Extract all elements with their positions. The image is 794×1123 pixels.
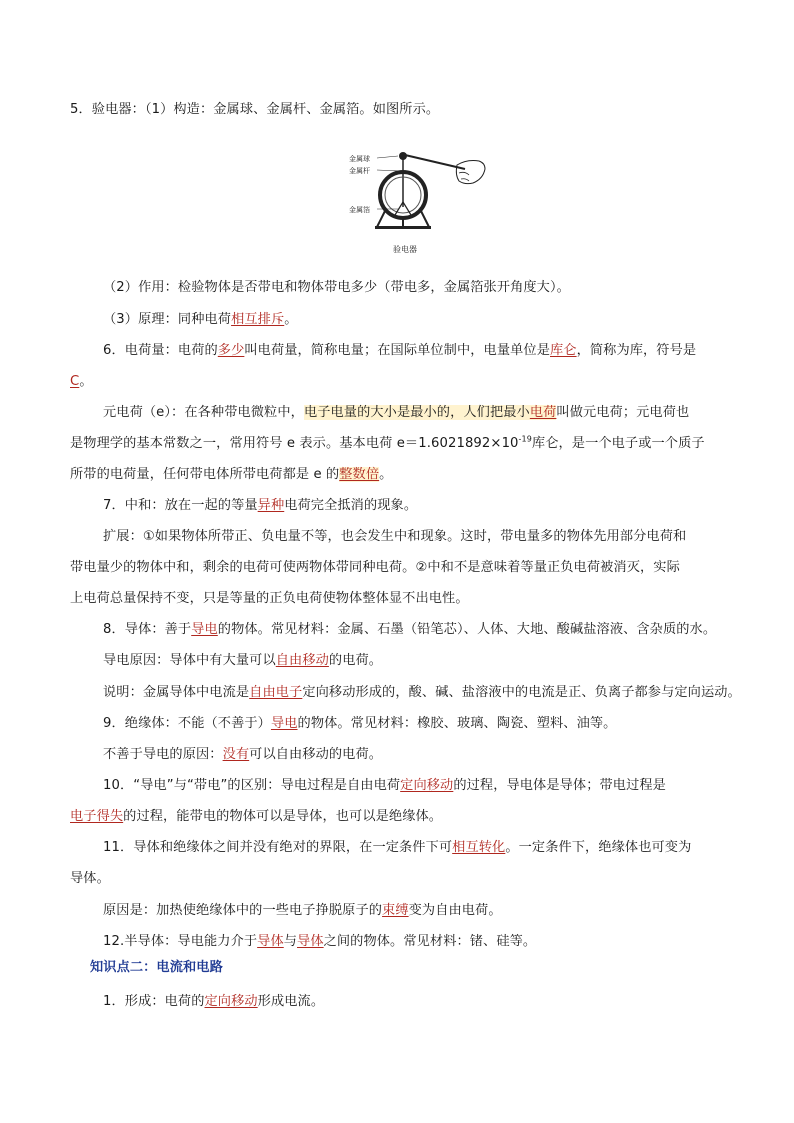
item-6-charge-cont: C。 bbox=[70, 374, 93, 389]
answer-blank: 异种 bbox=[257, 498, 285, 513]
answer-blank: 电子得失 bbox=[70, 809, 124, 824]
item-11-boundary: 11．导体和绝缘体之间并没有绝对的界限，在一定条件下可相互转化。一定条件下，绝缘体也可变为 bbox=[103, 840, 692, 855]
item-10-difference: 10．“导电”与“带电”的区别：导电过程是自由电荷定向移动的过程，导电体是导体；带电过程是 bbox=[103, 778, 666, 793]
item-11-reason: 原因是：加热使绝缘体中的一些电子挣脱原子的束缚变为自由电荷。 bbox=[103, 903, 502, 918]
item-5-function: （2）作用：检验物体是否带电和物体带电多少（带电多，金属箔张开角度大）。 bbox=[103, 280, 570, 295]
item-8-reason: 导电原因：导体中有大量可以自由移动的电荷。 bbox=[103, 653, 383, 668]
extension-3: 上电荷总量保持不变，只是等量的正负电荷使物体整体显不出电性。 bbox=[70, 591, 469, 606]
answer-blank: 定向移动 bbox=[400, 778, 454, 793]
answer-blank: 没有 bbox=[222, 747, 250, 762]
highlighted-text: 电子电量的大小是最小的，人们把最小电荷 bbox=[303, 405, 557, 420]
item-9-insulator: 9．绝缘体：不能（不善于）导电的物体。常见材料：橡胶、玻璃、陶瓷、塑料、油等。 bbox=[103, 716, 617, 731]
item-8-conductor: 8．导体：善于导电的物体。常见材料：金属、石墨（铅笔芯）、人体、大地、酸碱盐溶液、含杂质的水。 bbox=[103, 622, 717, 637]
extension-1: 扩展：①如果物体所带正、负电量不等，也会发生中和现象。这时，带电量多的物体先用部分电荷和 bbox=[103, 529, 687, 544]
item-6-charge: 6．电荷量：电荷的多少叫电荷量，简称电量；在国际单位制中，电量单位是库仑，简称为库，符号是 bbox=[103, 343, 697, 358]
item-5-structure: 5．验电器：（1）构造：金属球、金属杆、金属箔。如图所示。 bbox=[70, 102, 440, 117]
electroscope-diagram bbox=[345, 147, 490, 262]
answer-blank: 相互转化 bbox=[452, 840, 506, 855]
figure-caption: 验电器 bbox=[393, 245, 417, 254]
label-metal-ball: 金属球 bbox=[349, 155, 370, 163]
section-heading-current: 知识点二：电流和电路 bbox=[90, 960, 223, 975]
answer-blank: 自由电子 bbox=[249, 685, 303, 700]
electroscope-figure bbox=[345, 147, 490, 262]
answer-blank: 自由移动 bbox=[275, 653, 329, 668]
answer-blank: 导体 bbox=[297, 934, 324, 949]
label-metal-foil: 金属箔 bbox=[349, 206, 370, 214]
elementary-charge-1: 元电荷（e）：在各种带电微粒中，电子电量的大小是最小的，人们把最小电荷叫做元电荷；元电荷也 bbox=[103, 405, 690, 420]
current-formation: 1．形成：电荷的定向移动形成电流。 bbox=[103, 994, 325, 1009]
answer-blank: 束缚 bbox=[382, 903, 409, 918]
item-5-principle: （3）原理：同种电荷相互排斥。 bbox=[103, 312, 298, 327]
item-7-neutralization: 7．中和：放在一起的等量异种电荷完全抵消的现象。 bbox=[103, 498, 418, 513]
answer-blank: 相互排斥 bbox=[231, 312, 285, 327]
elementary-charge-3: 所带的电荷量，任何带电体所带电荷都是 e 的整数倍。 bbox=[70, 467, 393, 482]
item-9-reason: 不善于导电的原因：没有可以自由移动的电荷。 bbox=[103, 747, 383, 762]
item-10-cont: 电子得失的过程，能带电的物体可以是导体，也可以是绝缘体。 bbox=[70, 809, 443, 824]
item-8-note: 说明：金属导体中电流是自由电子定向移动形成的，酸、碱、盐溶液中的电流是正、负离子都参与定向运动。 bbox=[103, 685, 741, 700]
answer-blank: 电荷 bbox=[529, 405, 557, 420]
item-12-semiconductor: 12.半导体：导电能力介于导体与导体之间的物体。常见材料：锗、硅等。 bbox=[103, 934, 537, 949]
extension-2: 带电量少的物体中和，剩余的电荷可使两物体带同种电荷。②中和不是意味着等量正负电荷被消灭，实际 bbox=[70, 560, 680, 575]
answer-blank: 定向移动 bbox=[204, 994, 258, 1009]
answer-blank: 库仑 bbox=[550, 343, 577, 358]
answer-blank: 导体 bbox=[257, 934, 284, 949]
answer-blank: 多少 bbox=[217, 343, 245, 358]
label-metal-rod: 金属杆 bbox=[349, 167, 370, 175]
item-11-cont: 导体。 bbox=[70, 871, 110, 886]
answer-blank: 导电 bbox=[270, 716, 298, 731]
answer-blank: 整数倍 bbox=[339, 467, 380, 482]
answer-blank: 导电 bbox=[191, 622, 218, 637]
answer-blank: C bbox=[70, 374, 80, 389]
elementary-charge-2: 是物理学的基本常数之一，常用符号 e 表示。基本电荷 $e=1.6021892\times 10^{-19}$库仑，是一个电子或一个质子 bbox=[70, 434, 705, 451]
